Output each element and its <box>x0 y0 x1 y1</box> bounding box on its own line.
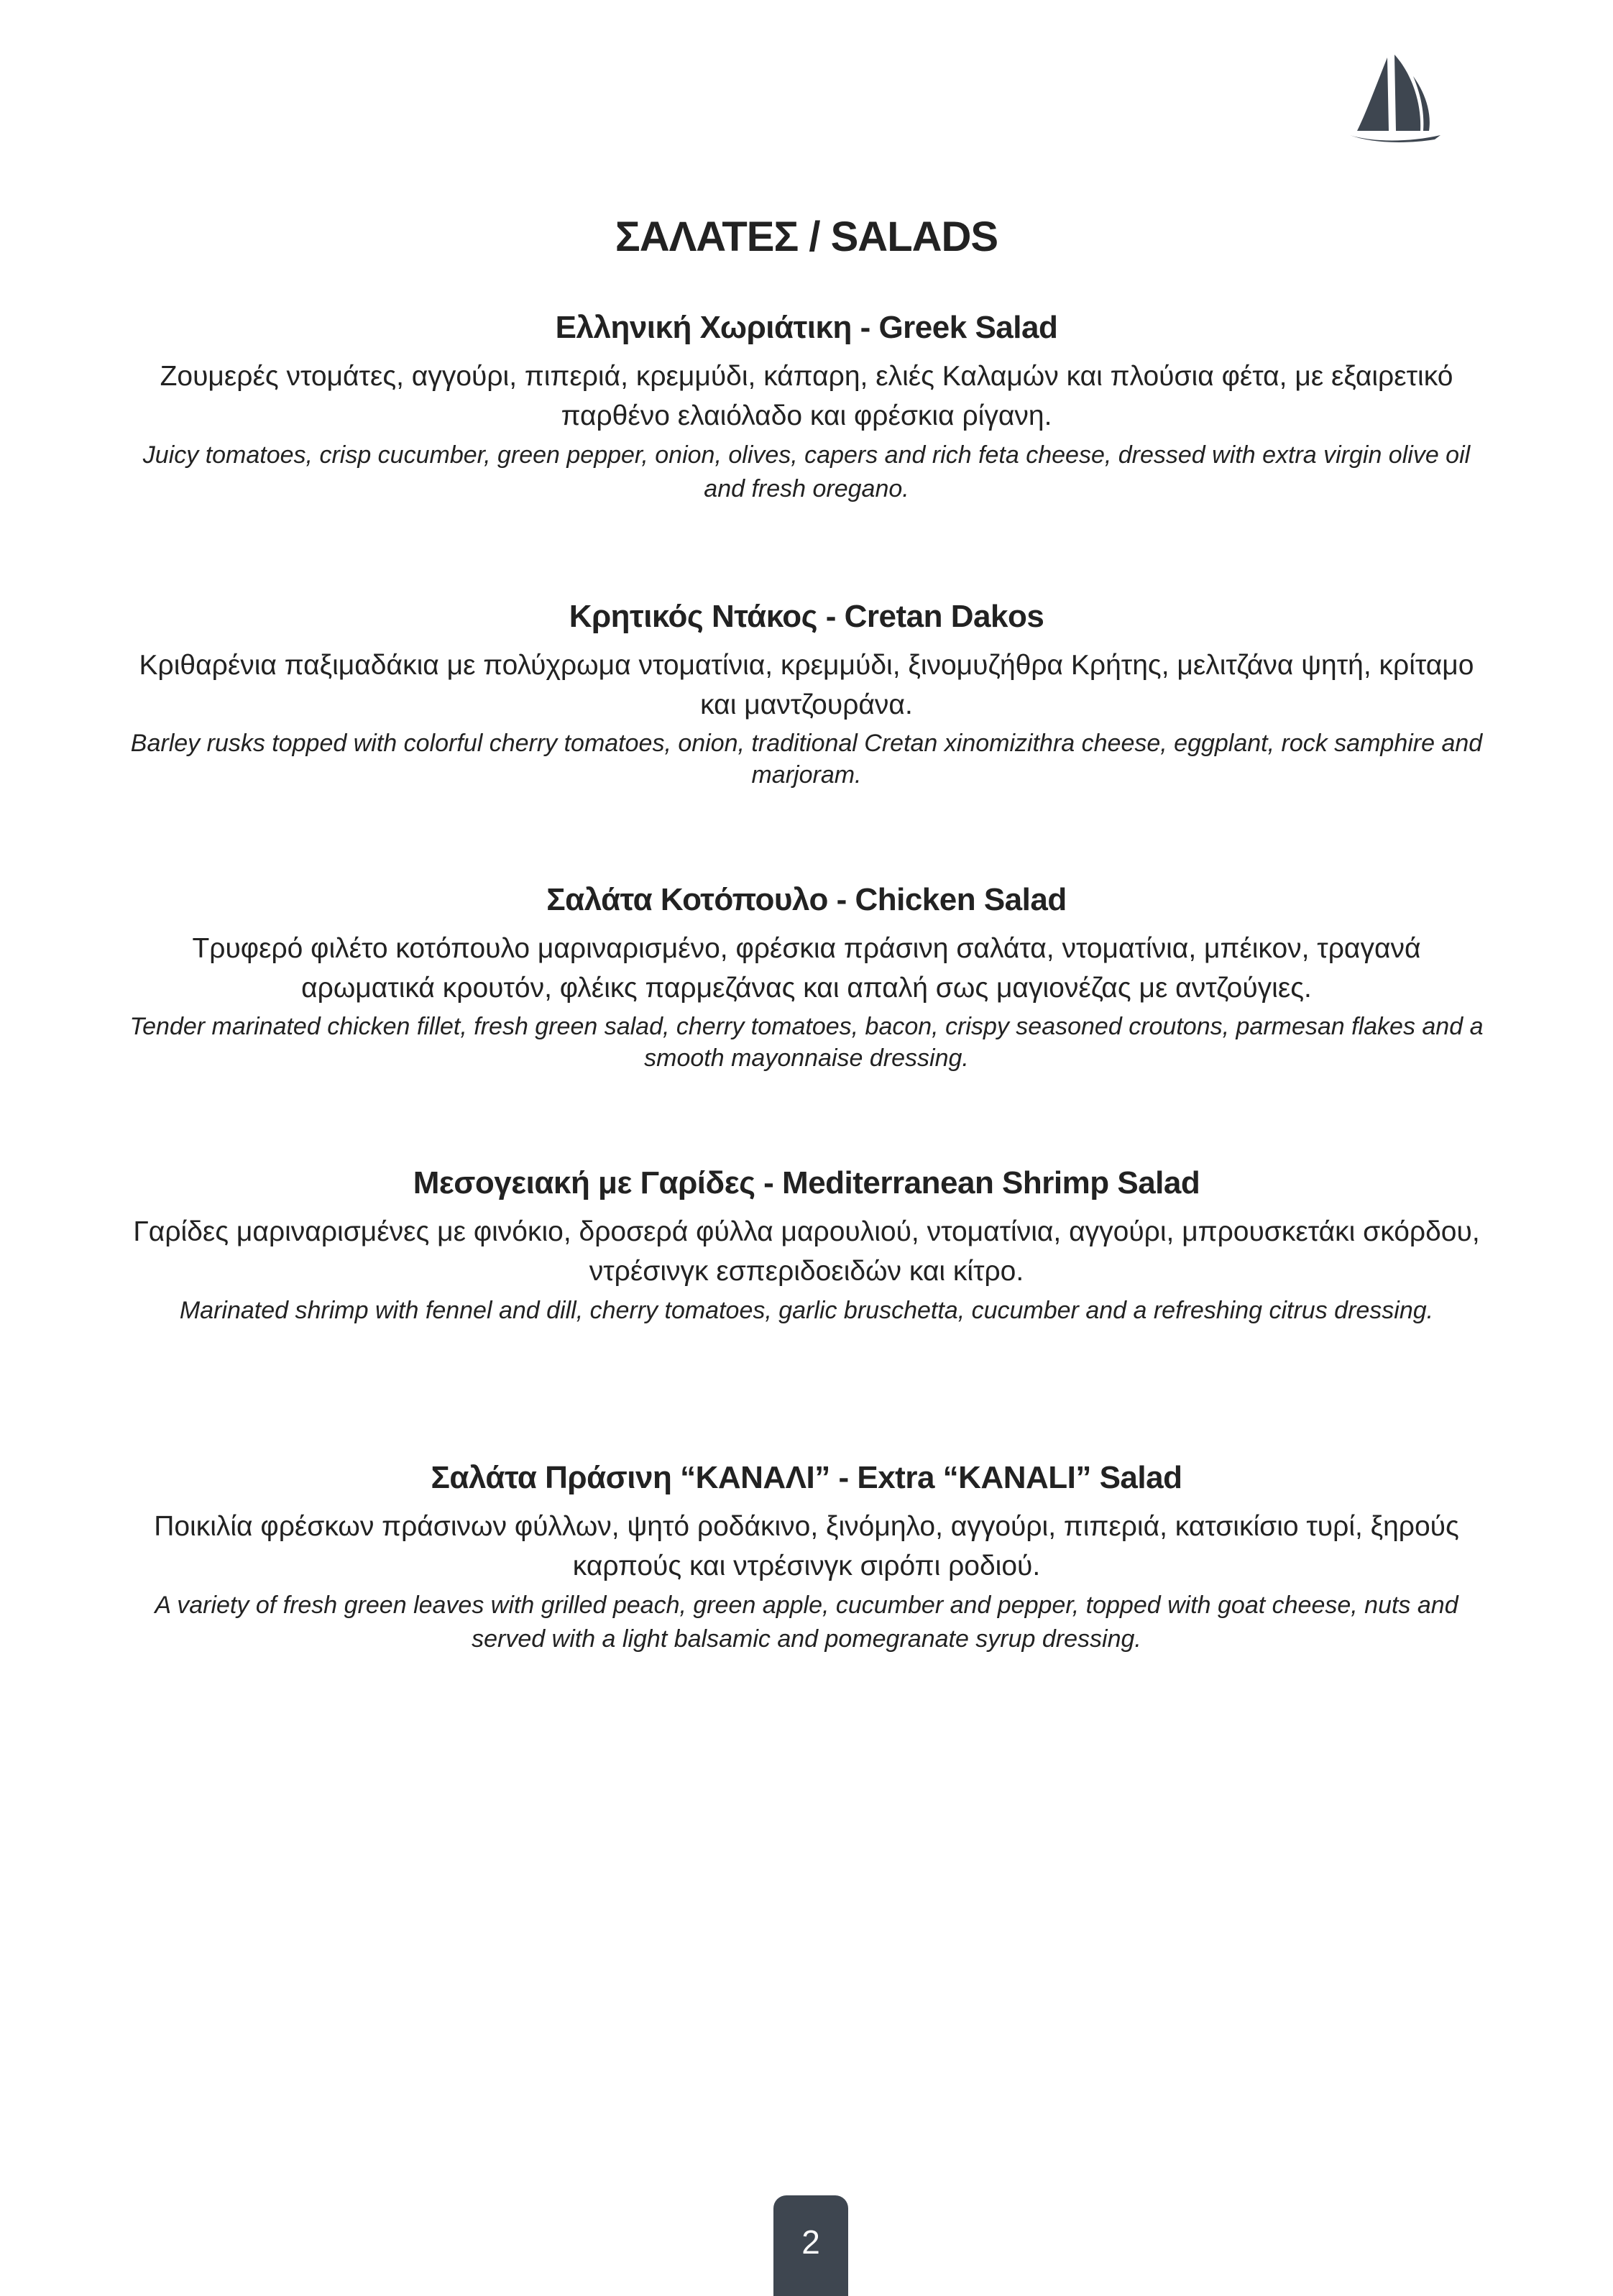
item-title: Κρητικός Ντάκος - Cretan Dakos <box>569 599 1044 634</box>
item-description-greek: Γαρίδες μαριναρισμένες με φινόκιο, δροσερά φύλλα μαρουλιού, ντοματίνια, αγγούρι, μπρουσκετάκι σκόρδου, ντρέσινγκ εσπεριδοειδών και κίτρο. <box>133 1216 1480 1287</box>
page-number-tab <box>773 2195 848 2296</box>
menu-item-chicken-salad <box>122 880 1491 1074</box>
item-description-english: Juicy tomatoes, crisp cucumber, green pepper, onion, olives, capers and rich feta cheese, dressed with extra virgin olive oil and fresh oregano. <box>142 441 1471 502</box>
item-title: Ελληνική Χωριάτικη - Greek Salad <box>555 310 1058 345</box>
item-description-greek: Τρυφερό φιλέτο κοτόπουλο μαριναρισμένο, φρέσκια πράσινη σαλάτα, ντοματίνια, μπέικον, τραγανά αρωματικά κρουτόν, φλέικς παρμεζάνας και απαλή σως μαγιονέζας με αντζούγιες. <box>192 933 1421 1004</box>
item-title: Σαλάτα Κοτόπουλο - Chicken Salad <box>546 882 1067 917</box>
menu-item-mediterranean-shrimp-salad <box>122 1163 1491 1328</box>
item-description-greek: Κριθαρένια παξιμαδάκια με πολύχρωμα ντοματίνια, κρεμμύδι, ξινομυζήθρα Κρήτης, μελιτζάνα ψητή, κρίταμο και μαντζουράνα. <box>139 650 1474 720</box>
sailboat-icon <box>1344 50 1445 144</box>
item-description-greek: Ζουμερές ντομάτες, αγγούρι, πιπεριά, κρεμμύδι, κάπαρη, ελιές Καλαμών και πλούσια φέτα, με εξαιρετικό παρθένο ελαιόλαδο και φρέσκια ρίγανη. <box>160 361 1453 431</box>
item-title: Μεσογειακή με Γαρίδες - Mediterranean Shrimp Salad <box>413 1165 1200 1200</box>
menu-item-cretan-dakos <box>122 597 1491 791</box>
item-description-english: Tender marinated chicken fillet, fresh green salad, cherry tomatoes, bacon, crispy seasoned croutons, parmesan flakes and a smooth mayonnaise dressing. <box>129 1013 1484 1072</box>
menu-item-kanali-salad <box>122 1458 1491 1656</box>
item-description-greek: Ποικιλία φρέσκων πράσινων φύλλων, ψητό ροδάκινο, ξινόμηλο, αγγούρι, πιπεριά, κατσικίσιο τυρί, ξηρούς καρπούς και ντρέσινγκ σιρόπι ροδιού. <box>154 1511 1459 1581</box>
item-description-english: Marinated shrimp with fennel and dill, cherry tomatoes, garlic bruschetta, cucumber and a refreshing citrus dressing. <box>179 1297 1434 1324</box>
item-description-english: Barley rusks topped with colorful cherry tomatoes, onion, traditional Cretan xinomizithra cheese, eggplant, rock samphire and marjoram. <box>130 730 1483 789</box>
item-title: Σαλάτα Πράσινη “ΚΑΝΑΛΙ” - Extra “KANALI” Salad <box>431 1460 1182 1495</box>
page-title: ΣΑΛΑΤΕΣ / SALADS <box>615 213 998 260</box>
menu-item-greek-salad <box>122 308 1491 506</box>
page-number: 2 <box>801 2223 820 2261</box>
item-description-english: A variety of fresh green leaves with grilled peach, green apple, cucumber and pepper, topped with goat cheese, nuts and served with a light balsamic and pomegranate syrup dressing. <box>155 1592 1458 1653</box>
